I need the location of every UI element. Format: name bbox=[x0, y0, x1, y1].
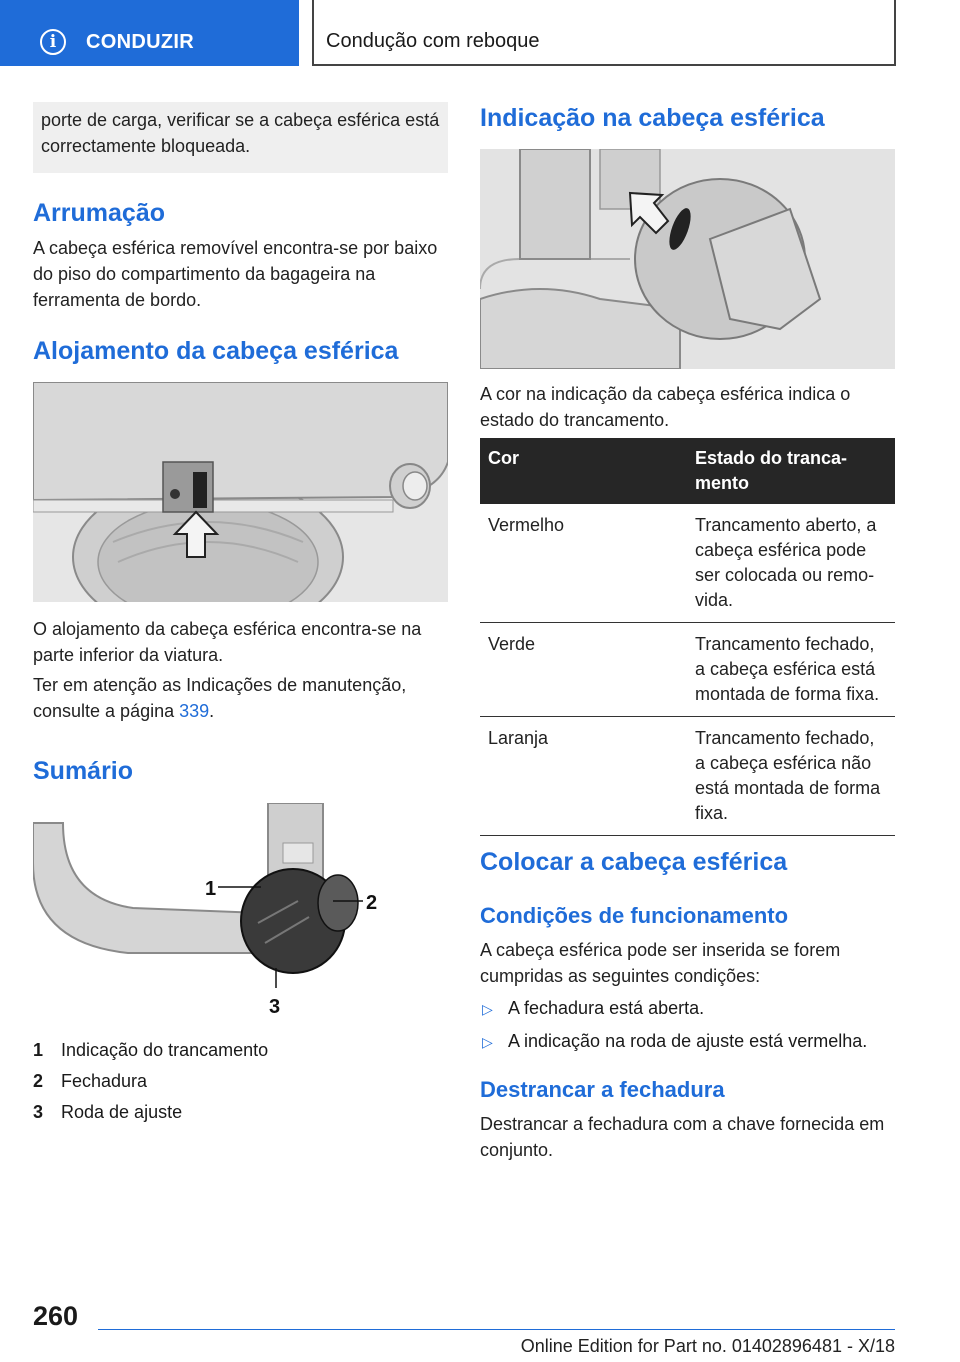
legend-text: Roda de ajuste bbox=[61, 1102, 183, 1122]
section-tab[interactable] bbox=[0, 0, 299, 66]
heading-arrumacao: Arrumação bbox=[33, 199, 165, 227]
triangle-bullet-icon: ▷ bbox=[482, 1001, 493, 1017]
legend-text: Indicação do trancamento bbox=[61, 1040, 269, 1060]
table-cell: Trancamento aberto, a cabeça esférica pode ser colocada ou remo-vida. bbox=[687, 504, 895, 623]
heading-destrancar: Destrancar a fechadura bbox=[480, 1077, 725, 1102]
table-row bbox=[480, 623, 895, 717]
heading-alojamento: Alojamento da cabeça esférica bbox=[33, 337, 399, 365]
table-cell: Vermelho bbox=[480, 504, 687, 623]
info-icon: i bbox=[40, 29, 66, 55]
ball-head-indicator-illustration bbox=[480, 149, 895, 369]
chapter-title: Condução com reboque bbox=[326, 30, 540, 52]
footer-divider bbox=[98, 1329, 895, 1330]
table-row bbox=[480, 504, 895, 623]
table-cell: Trancamento fechado, a cabeça esférica não está montada de forma fixa. bbox=[687, 717, 895, 836]
table-row bbox=[480, 717, 895, 836]
paragraph-condicoes: A cabeça esférica pode ser inserida se forem cumpridas as seguintes condições: bbox=[480, 940, 841, 986]
heading-colocar: Colocar a cabeça esférica bbox=[480, 848, 788, 876]
table-cell: Verde bbox=[480, 623, 687, 717]
column-header: Cor bbox=[480, 438, 687, 504]
legend-number: 3 bbox=[33, 1102, 44, 1122]
triangle-bullet-icon: ▷ bbox=[482, 1034, 493, 1050]
page-link-339[interactable]: 339 bbox=[179, 701, 210, 721]
ball-head-overview-illustration bbox=[33, 803, 448, 1024]
heading-sumario: Sumário bbox=[33, 757, 134, 785]
paragraph-destrancar: Destrancar a fechadura com a chave fornecida em conjunto. bbox=[480, 1114, 885, 1160]
heading-indicacao: Indicação na cabeça esférica bbox=[480, 104, 825, 132]
paragraph-alojamento-2-text: Ter em atenção as Indicações de manutenção, consulte a página bbox=[33, 675, 407, 721]
callout-2: 2 bbox=[366, 892, 378, 914]
section-label: CONDUZIR bbox=[86, 31, 194, 53]
paragraph-indicacao: A cor na indicação da cabeça esférica indica o estado do trancamento. bbox=[480, 384, 851, 430]
table-header-row bbox=[480, 438, 895, 504]
page-number: 260 bbox=[33, 1301, 79, 1331]
callout-3: 3 bbox=[269, 996, 281, 1018]
legend-text: Fechadura bbox=[61, 1071, 148, 1091]
legend-number: 1 bbox=[33, 1040, 44, 1060]
paragraph-alojamento-2 bbox=[33, 672, 451, 724]
status-table bbox=[480, 438, 895, 836]
hitch-mount-illustration bbox=[33, 382, 448, 602]
callout-1: 1 bbox=[205, 878, 217, 900]
paragraph-alojamento-2-end: . bbox=[209, 701, 215, 721]
legend-number: 2 bbox=[33, 1071, 44, 1091]
paragraph-alojamento-1: O alojamento da cabeça esférica encontra-se na parte inferior da viatura. bbox=[33, 619, 422, 665]
paragraph-arrumacao: A cabeça esférica removível encontra-se por baixo do piso do compartimento da bagageira na ferramenta de bordo. bbox=[33, 238, 438, 310]
list-item-text: A indicação na roda de ajuste está vermelha. bbox=[508, 1031, 868, 1051]
table-cell: Laranja bbox=[480, 717, 687, 836]
list-item-text: A fechadura está aberta. bbox=[508, 998, 705, 1018]
footer-edition: Online Edition for Part no. 01402896481 - X/18 bbox=[520, 1336, 895, 1356]
note-box: porte de carga, verificar se a cabeça esférica está correctamente bloqueada. bbox=[33, 102, 448, 173]
column-header: Estado do tranca- mento bbox=[687, 438, 895, 504]
table-cell: Trancamento fechado, a cabeça esférica está montada de forma fixa. bbox=[687, 623, 895, 717]
heading-condicoes: Condições de funcionamento bbox=[480, 903, 789, 928]
